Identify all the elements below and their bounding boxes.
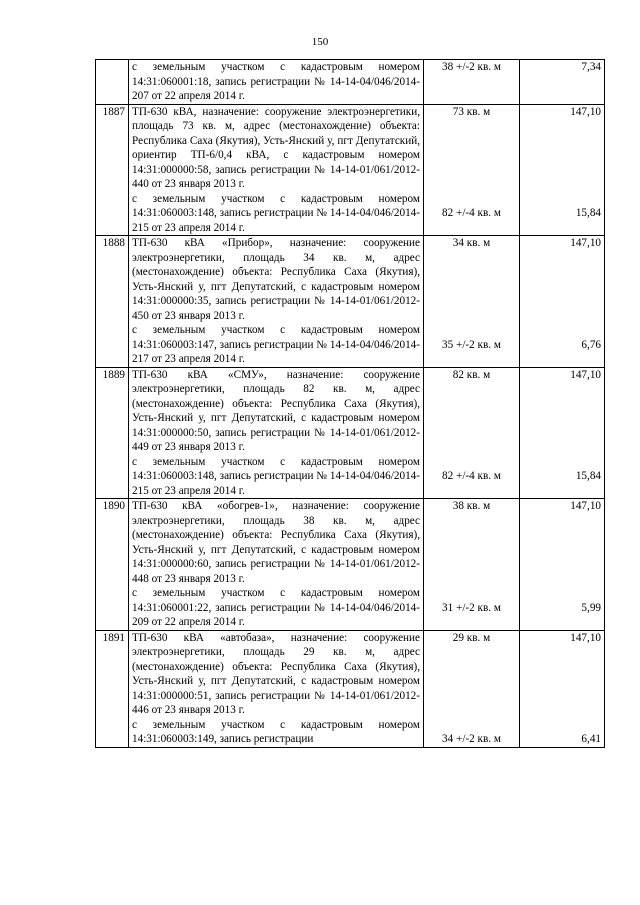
structure-description: ТП-630 кВА, назначение: сооружение электроэнергетики, площадь 73 кв. м, адрес (местонахождение) объекта: Республика Саха (Якутия), Усть-Янский у, пгт Депутатский, ориентир ТП-6/0,4 кВА, с кадастровым номером 14:31:000000:58, запись регистрации № 14-14-01/061/2012-440 от 23 января 2013 г. xyxy=(132,105,420,190)
structure-value: 147,10 xyxy=(570,105,601,118)
object-description xyxy=(129,236,424,368)
structure-area: 82 кв. м xyxy=(452,368,491,381)
table-row xyxy=(96,499,605,631)
area-cell xyxy=(424,367,520,499)
land-plot-area: 82 +/-4 кв. м xyxy=(442,470,501,482)
structure-area: 38 кв. м xyxy=(452,500,491,512)
structure-description: ТП-630 кВА «автобаза», назначение: сооружение электроэнергетики, площадь 29 кв. м, адрес (местонахождение) объекта: Республика Саха (Якутия), Усть-Янский у, пгт Депутатский, с кадастровым номером 14:31:000000:51, запись регистрации № 14-14-01/061/2012-446 от 23 января 2013 г. xyxy=(132,631,420,716)
value-cell xyxy=(520,367,605,499)
structure-area: 73 кв. м xyxy=(452,105,491,118)
land-plot-area: 38 +/-2 кв. м xyxy=(442,61,501,73)
area-cell xyxy=(424,630,520,747)
area-cell xyxy=(424,60,520,105)
land-plot-description: с земельным участком с кадастровым номером 14:31:060003:149, запись регистрации xyxy=(132,718,420,745)
table-row xyxy=(96,60,605,105)
land-plot-value: 5,99 xyxy=(581,601,601,614)
table-row xyxy=(96,630,605,747)
land-plot-value: 7,34 xyxy=(581,61,601,73)
structure-value: 147,10 xyxy=(570,631,601,644)
structure-area: 29 кв. м xyxy=(452,631,491,644)
land-plot-area: 31 +/-2 кв. м xyxy=(442,601,501,614)
value-cell xyxy=(520,104,605,236)
object-description xyxy=(129,60,424,105)
value-cell xyxy=(520,236,605,368)
object-description xyxy=(129,367,424,499)
land-plot-area: 35 +/-2 кв. м xyxy=(442,338,501,351)
land-plot-value: 6,76 xyxy=(581,338,601,351)
land-plot-area: 34 +/-2 кв. м xyxy=(442,733,501,745)
area-cell xyxy=(424,104,520,236)
land-plot-description: с земельным участком с кадастровым номером 14:31:060001:18, запись регистрации № 14-14-04/046/2014-207 от 22 апреля 2014 г. xyxy=(132,61,420,102)
value-cell xyxy=(520,630,605,747)
page-number: 150 xyxy=(311,36,329,48)
land-plot-value: 15,84 xyxy=(575,470,601,482)
land-plot-description: с земельным участком с кадастровым номером 14:31:060003:147, запись регистрации № 14-14-04/046/2014-217 от 23 апреля 2014 г. xyxy=(132,324,420,365)
structure-description: ТП-630 кВА «СМУ», назначение: сооружение электроэнергетики, площадь 82 кв. м, адрес (местонахождение) объекта: Республика Саха (Якутия), Усть-Янский у, пгт Депутатский, с кадастровым номером 14:31:000000:50, запись регистрации № 14-14-01/061/2012-449 от 23 января 2013 г. xyxy=(132,368,420,453)
value-cell xyxy=(520,60,605,105)
property-register-table xyxy=(95,59,605,748)
land-plot-description: с земельным участком с кадастровым номером 14:31:060003:148, запись регистрации № 14-14-04/046/2014-215 от 23 апреля 2014 г. xyxy=(132,455,420,497)
row-number: 1890 xyxy=(96,499,129,631)
land-plot-area: 82 +/-4 кв. м xyxy=(442,207,501,219)
area-cell xyxy=(424,499,520,631)
row-number: 1888 xyxy=(96,236,129,368)
land-plot-value: 15,84 xyxy=(575,207,601,219)
structure-value: 147,10 xyxy=(570,368,601,381)
table-row xyxy=(96,236,605,368)
row-number: 1891 xyxy=(96,630,129,747)
table-row xyxy=(96,367,605,499)
structure-area: 34 кв. м xyxy=(452,237,491,249)
object-description xyxy=(129,104,424,236)
row-number xyxy=(96,60,129,105)
structure-description: ТП-630 кВА «обогрев-1», назначение: сооружение электроэнергетики, площадь 38 кв. м, адрес (местонахождение) объекта: Республика Саха (Якутия), Усть-Янский у, пгт Депутатский, с кадастровым номером 14:31:000000:60, запись регистрации № 14-14-01/061/2012-448 от 23 января 2013 г. xyxy=(132,500,420,585)
row-number: 1889 xyxy=(96,367,129,499)
row-number: 1887 xyxy=(96,104,129,236)
land-plot-description: с земельным участком с кадастровым номером 14:31:060003:148, запись регистрации № 14-14-04/046/2014-215 от 23 апреля 2014 г. xyxy=(132,192,420,234)
structure-description: ТП-630 кВА «Прибор», назначение: сооружение электроэнергетики, площадь 34 кв. м, адрес (местонахождение) объекта: Республика Саха (Якутия), Усть-Янский у, пгт Депутатский, с кадастровым номером 14:31:000000:35, запись регистрации № 14-14-01/061/2012-450 от 23 января 2013 г. xyxy=(132,237,420,322)
area-cell xyxy=(424,236,520,368)
land-plot-value: 6,41 xyxy=(581,733,601,745)
structure-value: 147,10 xyxy=(570,500,601,512)
table-row xyxy=(96,104,605,236)
object-description xyxy=(129,499,424,631)
object-description xyxy=(129,630,424,747)
land-plot-description: с земельным участком с кадастровым номером 14:31:060001:22, запись регистрации № 14-14-04/046/2014-209 от 22 апреля 2014 г. xyxy=(132,587,420,628)
value-cell xyxy=(520,499,605,631)
structure-value: 147,10 xyxy=(570,237,601,249)
